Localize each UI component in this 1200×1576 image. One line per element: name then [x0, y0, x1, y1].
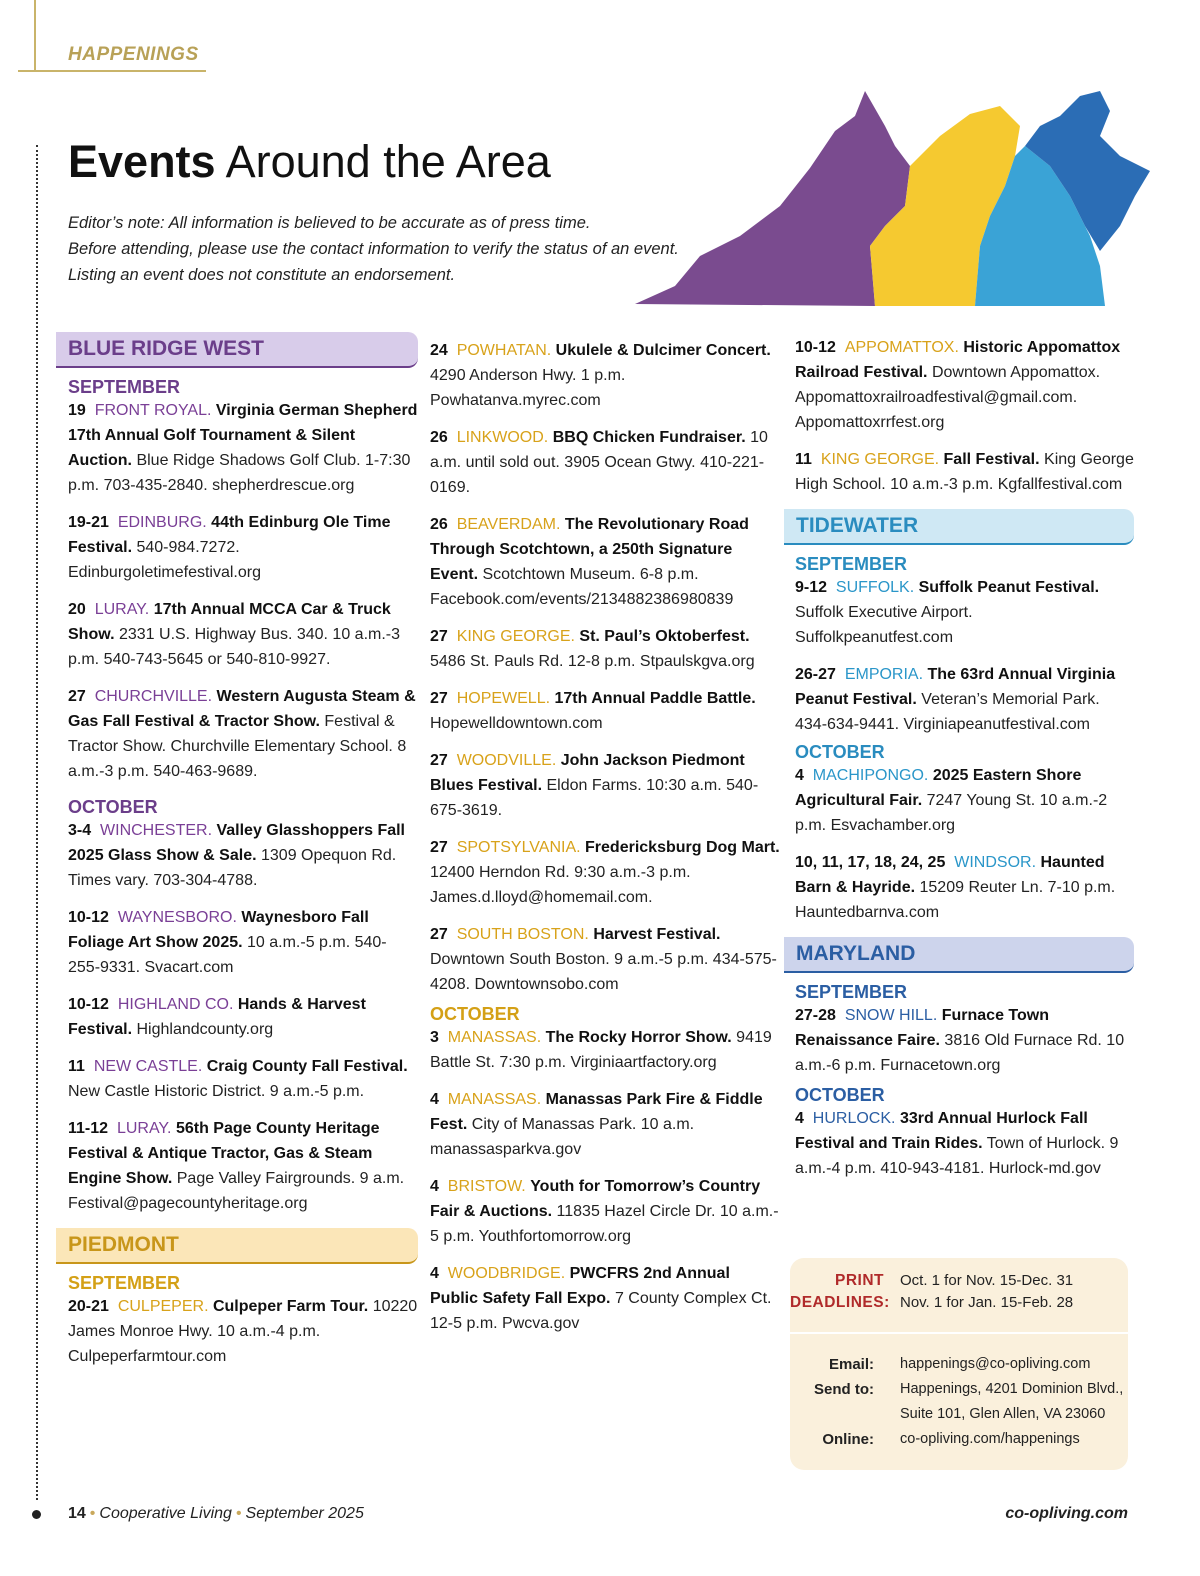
title-bold: Events	[68, 136, 216, 187]
event-city: POWHATAN.	[456, 342, 552, 359]
event-details: 4290 Anderson Hwy. 1 p.m. Powhatanva.myrec.com	[430, 367, 626, 409]
event-item	[56, 818, 418, 893]
contact-values	[900, 1352, 1123, 1452]
event-date: 3	[430, 1029, 439, 1046]
event-item	[784, 1003, 1134, 1078]
month-label: OCTOBER	[795, 742, 885, 762]
event-item	[784, 1106, 1134, 1181]
event-date: 9-12	[795, 579, 828, 596]
event-item	[430, 624, 780, 674]
event-item	[430, 1087, 780, 1162]
editor-note-line: Editor’s note: All information is believed to be accurate as of press time.	[68, 214, 591, 232]
event-details: 15209 Reuter Ln. 7-10 p.m. Hauntedbarnva.com	[795, 879, 1116, 921]
event-details: 1309 Opequon Rd. Times vary. 703-304-4788.	[68, 847, 397, 889]
event-title: Culpeper Farm Tour.	[212, 1298, 369, 1315]
event-title: 56th Page County Heritage Festival & Antique Tractor, Gas & Steam Engine Show.	[68, 1120, 380, 1187]
event-city: EMPORIA.	[844, 666, 924, 683]
event-title: PWCFRS 2nd Annual Public Safety Fall Expo.	[430, 1265, 730, 1307]
deadlines-label	[790, 1270, 890, 1314]
event-details: Downtown Appomattox. Appomattoxrailroadfestival@gmail.com. Appomattoxrrfest.org	[795, 364, 1101, 431]
event-item	[56, 905, 418, 980]
deadlines-label-line1: PRINT	[835, 1272, 884, 1289]
event-date: 27	[430, 926, 448, 943]
print-deadlines-box	[790, 1258, 1128, 1470]
event-item	[430, 425, 780, 500]
event-date: 10-12	[68, 996, 109, 1013]
event-item	[784, 662, 1134, 737]
deadline-line: Nov. 1 for Jan. 15-Feb. 28	[900, 1294, 1074, 1311]
event-city: EDINBURG.	[117, 514, 207, 531]
event-item	[430, 1025, 780, 1075]
event-city: HIGHLAND CO.	[117, 996, 234, 1013]
event-city: SUFFOLK.	[835, 579, 915, 596]
region-header-maryland: MARYLAND	[784, 937, 1134, 973]
event-item	[430, 1261, 780, 1336]
event-title: Craig County Fall Festival.	[206, 1058, 408, 1075]
editor-note-line: Listing an event does not constitute an endorsement.	[68, 266, 456, 284]
event-details: 11835 Hazel Circle Dr. 10 a.m.- 5 p.m. Youthfortomorrow.org	[430, 1203, 779, 1245]
event-city: HURLOCK.	[812, 1110, 896, 1127]
event-title: Historic Appomattox Railroad Festival.	[795, 339, 1121, 381]
footer-left	[68, 1505, 364, 1523]
event-city: KING GEORGE.	[820, 451, 940, 468]
month-label: SEPTEMBER	[68, 1273, 181, 1293]
event-date: 27	[430, 690, 448, 707]
event-city: HOPEWELL.	[456, 690, 551, 707]
event-details: 10220 James Monroe Hwy. 10 a.m.-4 p.m. Culpeperfarmtour.com	[68, 1298, 418, 1365]
event-item	[56, 398, 418, 498]
event-item	[430, 686, 780, 736]
event-city: BRISTOW.	[447, 1178, 526, 1195]
event-date: 4	[430, 1265, 439, 1282]
event-title: Youth for Tomorrow’s Country Fair & Auctions.	[430, 1178, 761, 1220]
title-rest: Around the Area	[215, 136, 551, 187]
event-title: Haunted Barn & Hayride.	[795, 854, 1105, 896]
page-title	[68, 136, 551, 188]
month-label: SEPTEMBER	[68, 377, 181, 397]
event-title: Virginia German Shepherd 17th Annual Golf Tournament & Silent Auction.	[68, 402, 418, 469]
event-item	[56, 510, 418, 585]
event-details: 7247 Young St. 10 a.m.-2 p.m. Esvachamber.org	[795, 792, 1108, 834]
event-title: The Revolutionary Road Through Scotchtown, a 250th Signature Event.	[430, 516, 749, 583]
event-date: 27	[430, 628, 448, 645]
event-city: LINKWOOD.	[456, 429, 549, 446]
month-label: SEPTEMBER	[795, 554, 908, 574]
event-city: CULPEPER.	[117, 1298, 209, 1315]
event-details: Festival & Tractor Show. Churchville Elementary School. 8 a.m.-3 p.m. 540-463-9689.	[68, 713, 407, 780]
event-details: Suffolk Executive Airport. Suffolkpeanutfest.com	[795, 604, 973, 646]
event-title: BBQ Chicken Fundraiser.	[552, 429, 746, 446]
event-city: KING GEORGE.	[456, 628, 575, 645]
header-rule-vertical	[34, 0, 36, 72]
event-title: Furnace Town Renaissance Faire.	[795, 1007, 1049, 1049]
event-title: Valley Glasshoppers Fall 2025 Glass Show & Sale.	[68, 822, 405, 864]
event-date: 11	[68, 1058, 85, 1075]
event-city: LURAY.	[116, 1120, 172, 1137]
event-item	[784, 575, 1134, 650]
editor-note	[68, 210, 728, 288]
event-date: 27	[430, 752, 448, 769]
event-date: 27-28	[795, 1007, 836, 1024]
event-city: SPOTSYLVANIA.	[456, 839, 581, 856]
event-details: 5486 St. Pauls Rd. 12-8 p.m. Stpaulskgva.org	[430, 653, 755, 670]
event-title: Waynesboro Fall Foliage Art Show 2025.	[68, 909, 369, 951]
event-item	[56, 597, 418, 672]
address-line: Suite 101, Glen Allen, VA 23060	[900, 1406, 1106, 1422]
bullet-icon: •	[89, 1505, 96, 1522]
event-city: WOODBRIDGE.	[447, 1265, 566, 1282]
event-details: 2331 U.S. Highway Bus. 340. 10 a.m.-3 p.m. 540-743-5645 or 540-810-9927.	[68, 626, 401, 668]
event-title: Western Augusta Steam & Gas Fall Festival & Tractor Show.	[68, 688, 416, 730]
event-date: 4	[795, 1110, 804, 1127]
email-value[interactable]: happenings@co-opliving.com	[900, 1356, 1091, 1372]
month-label: OCTOBER	[430, 1004, 520, 1024]
virginia-region-map	[630, 86, 1170, 316]
event-title: Manassas Park Fire & Fiddle Fest.	[430, 1091, 763, 1133]
event-item	[784, 850, 1134, 925]
event-date: 10, 11, 17, 18, 24, 25	[795, 854, 946, 871]
event-city: NEW CASTLE.	[93, 1058, 203, 1075]
address-line: Happenings, 4201 Dominion Blvd.,	[900, 1381, 1124, 1397]
event-details: Scotchtown Museum. 6-8 p.m. Facebook.com/events/2134882386980839	[430, 566, 734, 608]
send-label: Send to:	[814, 1381, 874, 1398]
event-details: 12400 Herndon Rd. 9:30 a.m.-3 p.m. James.d.lloyd@homemail.com.	[430, 864, 691, 906]
event-item	[784, 335, 1134, 435]
event-city: MACHIPONGO.	[812, 767, 929, 784]
section-tag: HAPPENINGS	[68, 44, 199, 65]
event-city: SNOW HILL.	[844, 1007, 938, 1024]
event-details: King George High School. 10 a.m.-3 p.m. Kgfallfestival.com	[795, 451, 1134, 493]
event-city: LURAY.	[94, 601, 150, 618]
event-title: Fredericksburg Dog Mart.	[585, 839, 780, 856]
event-date: 10-12	[68, 909, 109, 926]
footer-site[interactable]: co-opliving.com	[1005, 1505, 1128, 1522]
contact-labels	[790, 1352, 874, 1452]
deadlines-label-line2: DEADLINES:	[790, 1294, 890, 1311]
event-date: 27	[68, 688, 86, 705]
event-date: 11	[795, 451, 812, 468]
event-details: 540-984.7272. Edinburgoletimefestival.org	[68, 539, 261, 581]
event-date: 10-12	[795, 339, 836, 356]
event-date: 19-21	[68, 514, 109, 531]
event-item	[56, 684, 418, 784]
event-city: SOUTH BOSTON.	[456, 926, 589, 943]
event-city: CHURCHVILLE.	[94, 688, 213, 705]
column-2	[430, 338, 780, 1348]
magazine-name: Cooperative Living	[99, 1505, 232, 1522]
deadlines-section	[790, 1258, 1128, 1334]
event-details: 9419 Battle St. 7:30 p.m. Virginiaartfactory.org	[430, 1029, 772, 1071]
event-title: 33rd Annual Hurlock Fall Festival and Train Rides.	[795, 1110, 1088, 1152]
dotted-line-end	[32, 1510, 41, 1519]
event-date: 20	[68, 601, 86, 618]
header-rule-horizontal	[18, 70, 206, 72]
event-item	[784, 447, 1134, 497]
deadlines-values	[900, 1270, 1073, 1314]
event-item	[430, 512, 780, 612]
region-header-blue-ridge-west: BLUE RIDGE WEST	[56, 332, 418, 368]
event-details: Town of Hurlock. 9 a.m.-4 p.m. 410-943-4181. Hurlock-md.gov	[795, 1135, 1119, 1177]
event-title: 17th Annual Paddle Battle.	[554, 690, 756, 707]
event-details: 7 County Complex Ct. 12-5 p.m. Pwcva.gov	[430, 1290, 772, 1332]
event-title: The 63rd Annual Virginia Peanut Festival.	[795, 666, 1116, 708]
event-city: MANASSAS.	[447, 1029, 542, 1046]
map-region-blue-ridge	[635, 91, 910, 306]
issue-date: September 2025	[245, 1505, 364, 1522]
event-title: Suffolk Peanut Festival.	[918, 579, 1100, 596]
column-3	[784, 335, 1134, 1193]
event-details: City of Manassas Park. 10 a.m. manassasparkva.gov	[430, 1116, 695, 1158]
column-1	[56, 332, 418, 1381]
event-item	[56, 1116, 418, 1216]
event-title: 2025 Eastern Shore Agricultural Fair.	[795, 767, 1082, 809]
event-date: 4	[795, 767, 804, 784]
month-label: SEPTEMBER	[795, 982, 908, 1002]
event-city: WINCHESTER.	[100, 822, 213, 839]
event-date: 26-27	[795, 666, 836, 683]
email-label: Email:	[828, 1356, 874, 1373]
event-city: WINDSOR.	[954, 854, 1037, 871]
event-date: 27	[430, 839, 448, 856]
month-label: OCTOBER	[68, 797, 158, 817]
event-date: 4	[430, 1178, 439, 1195]
event-details: Hopewelldowntown.com	[430, 715, 603, 732]
event-date: 26	[430, 429, 448, 446]
event-item	[56, 1294, 418, 1369]
event-city: MANASSAS.	[447, 1091, 542, 1108]
event-date: 24	[430, 342, 448, 359]
bullet-icon: •	[235, 1505, 242, 1522]
event-item	[430, 922, 780, 997]
event-details: Page Valley Fairgrounds. 9 a.m. Festival@pagecountyheritage.org	[68, 1170, 405, 1212]
deadline-line: Oct. 1 for Nov. 15-Dec. 31	[900, 1272, 1074, 1289]
event-details: Blue Ridge Shadows Golf Club. 1-7:30 p.m. 703-435-2840. shepherdrescue.org	[68, 452, 411, 494]
dotted-margin-line	[36, 145, 38, 1500]
event-item	[430, 1174, 780, 1249]
event-date: 19	[68, 402, 86, 419]
event-title: St. Paul’s Oktoberfest.	[579, 628, 750, 645]
event-details: 10 a.m.-5 p.m. 540-255-9331. Svacart.com	[68, 934, 387, 976]
online-label: Online:	[822, 1431, 874, 1448]
event-title: Fall Festival.	[943, 451, 1040, 468]
event-title: 17th Annual MCCA Car & Truck Show.	[68, 601, 391, 643]
online-link[interactable]: co-opliving.com/happenings	[900, 1431, 1080, 1447]
event-details: Downtown South Boston. 9 a.m.-5 p.m. 434-575-4208. Downtownsobo.com	[430, 951, 777, 993]
month-label: OCTOBER	[795, 1085, 885, 1105]
event-details: 3816 Old Furnace Rd. 10 a.m.-6 p.m. Furnacetown.org	[795, 1032, 1125, 1074]
region-header-piedmont: PIEDMONT	[56, 1228, 418, 1264]
event-city: BEAVERDAM.	[456, 516, 561, 533]
event-date: 26	[430, 516, 448, 533]
event-title: The Rocky Horror Show.	[545, 1029, 732, 1046]
event-date: 3-4	[68, 822, 92, 839]
event-item	[430, 835, 780, 910]
event-details: 10 a.m. until sold out. 3905 Ocean Gtwy. 410-221-0169.	[430, 429, 768, 496]
event-date: 4	[430, 1091, 439, 1108]
event-city: WOODVILLE.	[456, 752, 557, 769]
event-title: Hands & Harvest Festival.	[68, 996, 366, 1038]
event-details: Highlandcounty.org	[136, 1021, 274, 1038]
event-title: Harvest Festival.	[593, 926, 721, 943]
event-details: New Castle Historic District. 9 a.m.-5 p.m.	[68, 1083, 365, 1100]
event-city: WAYNESBORO.	[117, 909, 237, 926]
event-item	[56, 1054, 418, 1104]
event-item	[784, 763, 1134, 838]
event-details: Veteran’s Memorial Park. 434-634-9441. Virginiapeanutfestival.com	[795, 691, 1100, 733]
event-date: 20-21	[68, 1298, 109, 1315]
event-item	[430, 338, 780, 413]
event-city: APPOMATTOX.	[844, 339, 959, 356]
event-details: Eldon Farms. 10:30 a.m. 540-675-3619.	[430, 777, 759, 819]
event-item	[430, 748, 780, 823]
event-date: 11-12	[68, 1120, 109, 1137]
page-number: 14	[68, 1505, 86, 1522]
event-title: John Jackson Piedmont Blues Festival.	[430, 752, 745, 794]
event-city: FRONT ROYAL.	[94, 402, 212, 419]
region-header-tidewater: TIDEWATER	[784, 509, 1134, 545]
event-title: Ukulele & Dulcimer Concert.	[555, 342, 771, 359]
editor-note-line: Before attending, please use the contact information to verify the status of an event.	[68, 240, 679, 258]
event-title: 44th Edinburg Ole Time Festival.	[68, 514, 391, 556]
event-item	[56, 992, 418, 1042]
